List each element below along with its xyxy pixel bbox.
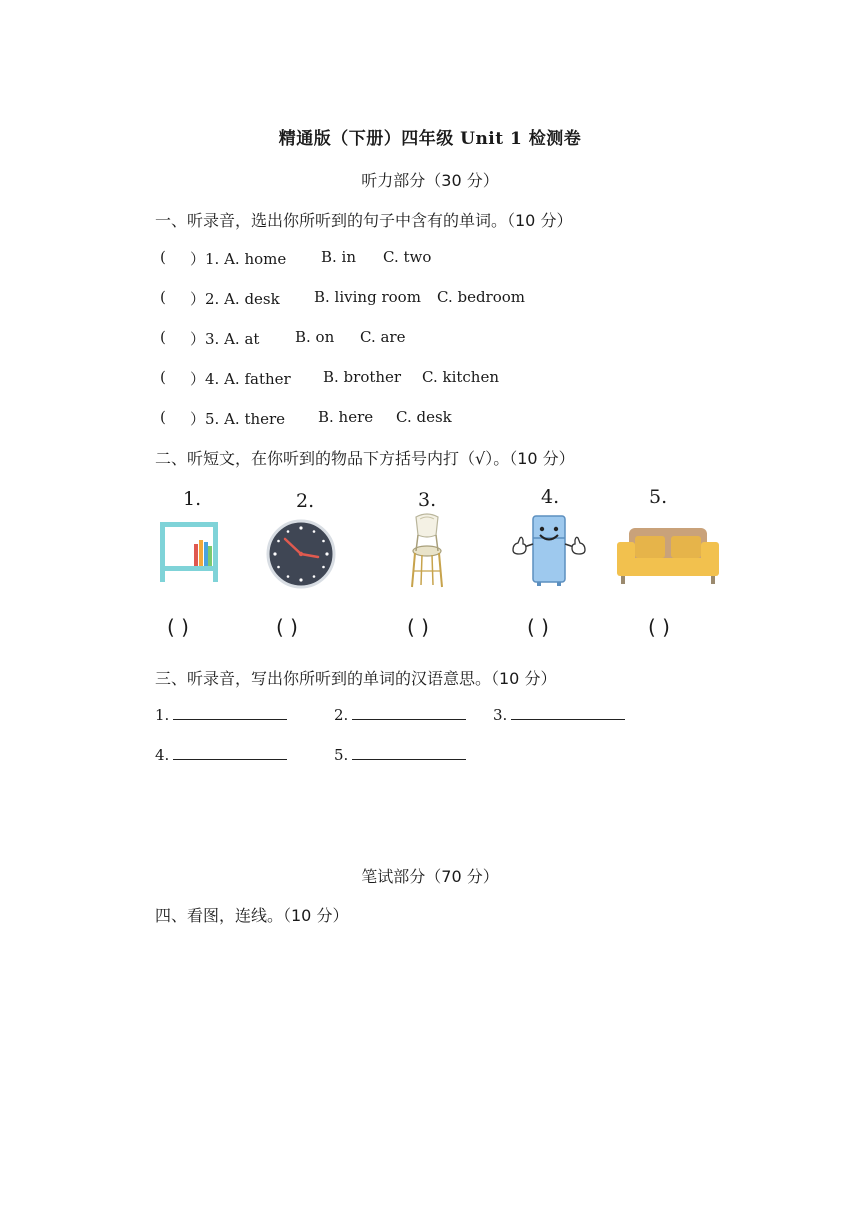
part2-heading: 二、听短文，在你听到的物品下方括号内打（√）。（10 分） <box>155 449 575 468</box>
fridge-icon <box>509 514 589 588</box>
option-b: B. brother <box>323 368 402 386</box>
answer-line[interactable] <box>173 705 287 720</box>
blank-1[interactable] <box>155 705 287 724</box>
sofa-icon <box>615 524 721 586</box>
option-a: ）4. A. father <box>190 370 291 388</box>
picture-number-2: 2. <box>296 490 315 512</box>
blank-number: 1. <box>155 706 170 724</box>
answer-paren: ( <box>160 288 166 306</box>
picture-number-1: 1. <box>183 488 202 510</box>
part4-heading: 四、看图，连线。（10 分） <box>155 906 349 925</box>
blank-number: 4. <box>155 746 170 764</box>
picture-number-5: 5. <box>649 486 668 508</box>
blank-2[interactable] <box>334 705 466 724</box>
option-c: C. kitchen <box>422 368 499 386</box>
answer-paren-4[interactable]: ( ) <box>527 615 549 639</box>
worksheet-title: 精通版（下册）四年级 Unit 1 检测卷 <box>278 129 582 149</box>
answer-paren: ( <box>160 328 166 346</box>
blank-number: 5. <box>334 746 349 764</box>
option-b: B. living room <box>314 288 421 306</box>
answer-paren: ( <box>160 408 166 426</box>
clock-icon <box>266 519 336 589</box>
picture-number-3: 3. <box>418 489 437 511</box>
option-a: ）3. A. at <box>190 330 260 348</box>
answer-line[interactable] <box>173 745 287 760</box>
writing-section-header: 笔试部分（70 分） <box>361 867 499 886</box>
bookshelf-icon <box>158 520 222 584</box>
option-a: ）2. A. desk <box>190 290 280 308</box>
answer-paren: ( <box>160 368 166 386</box>
option-c: C. two <box>383 248 432 266</box>
blank-number: 3. <box>493 706 508 724</box>
option-b: B. on <box>295 328 335 346</box>
answer-line[interactable] <box>352 705 466 720</box>
option-c: C. desk <box>396 408 452 426</box>
blank-number: 2. <box>334 706 349 724</box>
answer-paren-3[interactable]: ( ) <box>407 615 429 639</box>
picture-number-4: 4. <box>541 486 560 508</box>
answer-line[interactable] <box>352 745 466 760</box>
option-c: C. are <box>360 328 406 346</box>
option-b: B. in <box>321 248 357 266</box>
listening-section-header: 听力部分（30 分） <box>361 171 499 190</box>
option-a: ）5. A. there <box>190 410 286 428</box>
answer-paren-5[interactable]: ( ) <box>648 615 670 639</box>
blank-3[interactable] <box>493 705 625 724</box>
part1-heading: 一、听录音，选出你所听到的句子中含有的单词。（10 分） <box>155 211 573 230</box>
answer-paren-1[interactable]: ( ) <box>167 615 189 639</box>
chair-icon <box>404 513 450 589</box>
blank-4[interactable] <box>155 745 287 764</box>
answer-line[interactable] <box>511 705 625 720</box>
part3-heading: 三、听录音，写出你所听到的单词的汉语意思。（10 分） <box>155 669 557 688</box>
answer-paren-2[interactable]: ( ) <box>276 615 298 639</box>
option-a: ）1. A. home <box>190 250 287 268</box>
answer-paren: ( <box>160 248 166 266</box>
option-b: B. here <box>318 408 374 426</box>
option-c: C. bedroom <box>437 288 526 306</box>
blank-5[interactable] <box>334 745 466 764</box>
